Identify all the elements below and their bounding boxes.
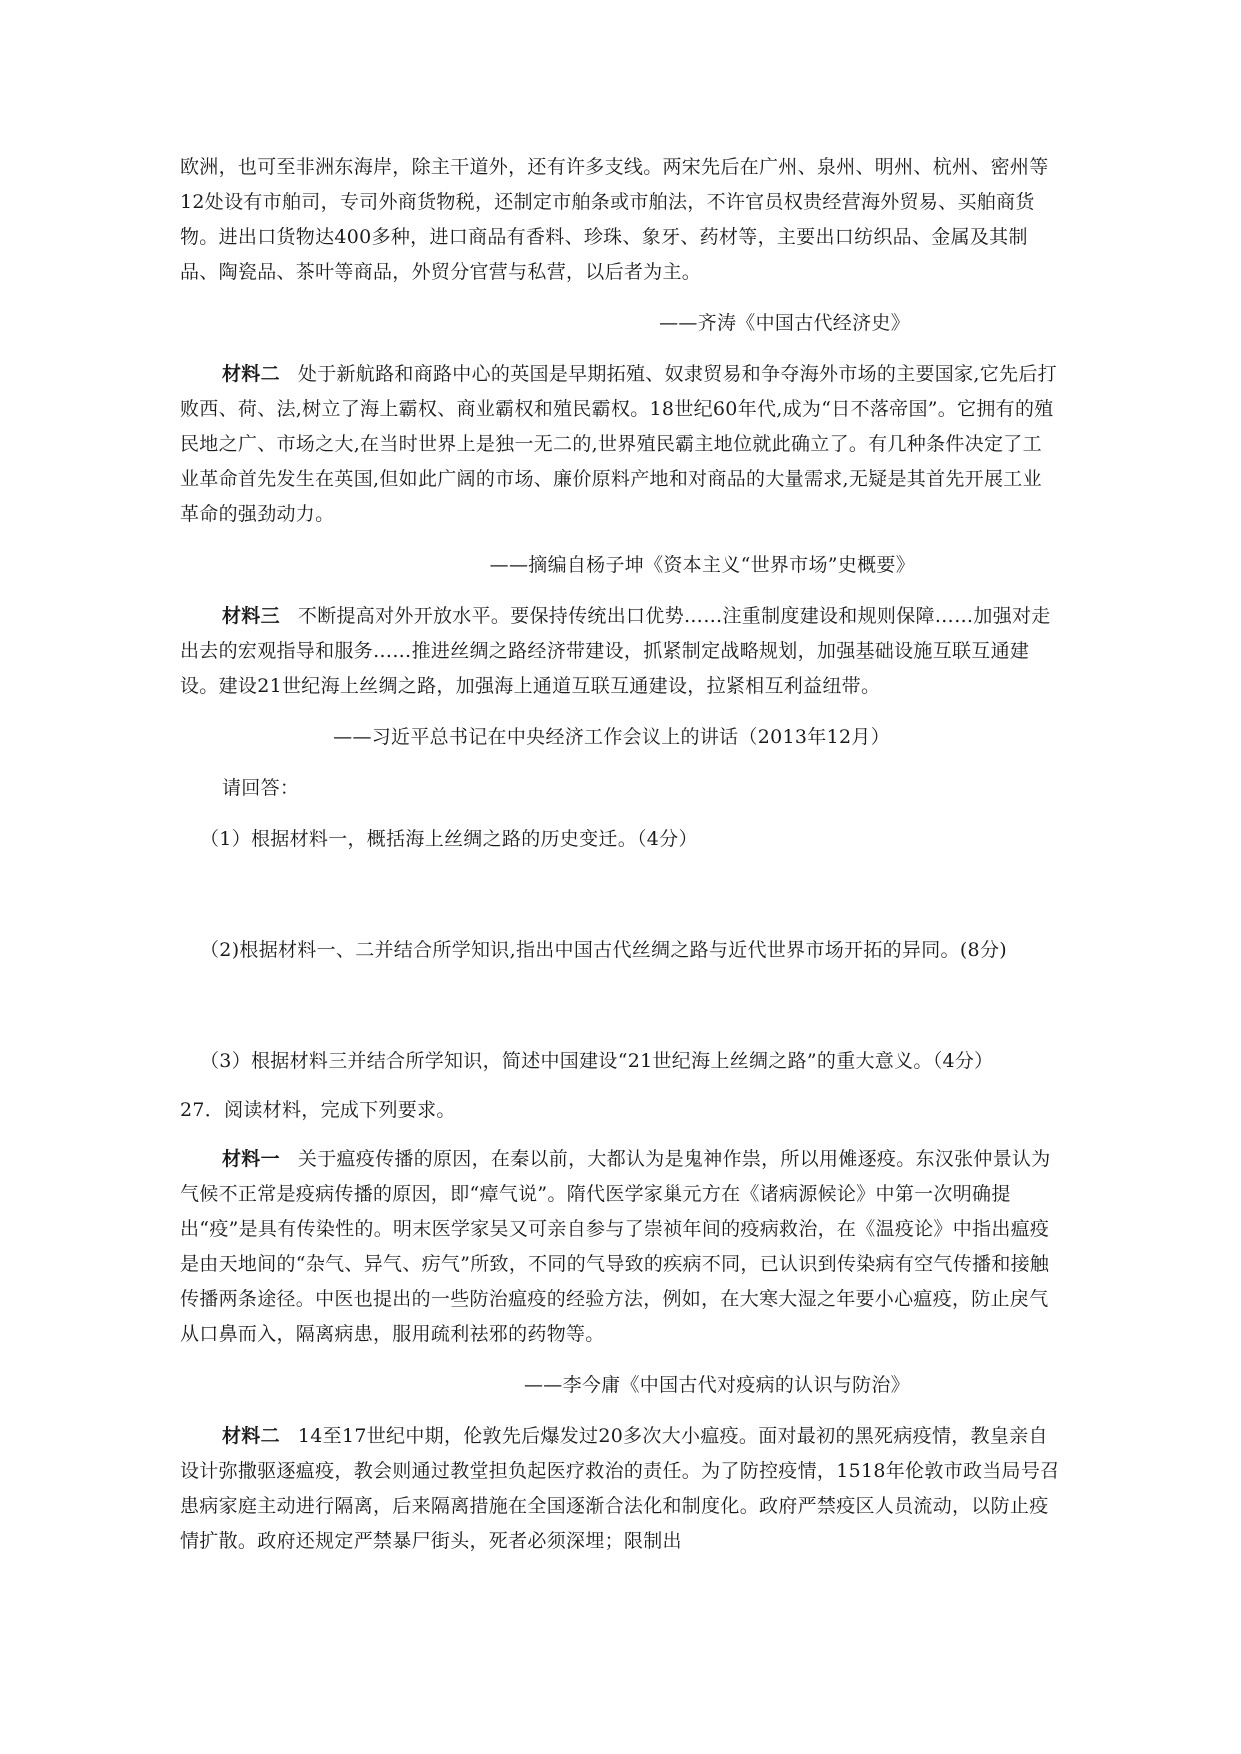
passage-top: 欧洲，也可至非洲东海岸，除主干道外，还有许多支线。两宋先后在广州、泉州、明州、杭州、密州等12处设有市舶司，专司外商货物税，还制定市舶条或市舶法，不许官员权贵经营海外贸易、买舶商货物。进出口货物达400多种，进口商品有香料、珍珠、象牙、药材等，主要出口纺织品、金属及其制品、陶瓷品、茶叶等商品，外贸分官营与私营，以后者为主。 (180, 156, 1049, 283)
material-3-text: 不断提高对外开放水平。要保持传统出口优势……注重制度建设和规则保障……加强对走出去的宏观指导和服务……推进丝绸之路经济带建设，抓紧制定战略规划，加强基础设施互联互通建设。建设21世纪海上丝绸之路，加强海上通道互联互通建设，拉紧相互利益纽带。 (180, 605, 1051, 697)
material-2-label: 材料二 (222, 363, 280, 385)
q27-material-1-label: 材料一 (222, 1148, 280, 1170)
answer-space-2 (180, 968, 1060, 1044)
material-3 (180, 599, 1060, 704)
q27-material-1-text: 关于瘟疫传播的原因，在秦以前，大都认为是鬼神作祟，所以用傩逐疫。东汉张仲景认为气候不正常是疫病传播的原因，即“瘴气说”。隋代医学家巢元方在《诸病源候论》中第一次明确提出“疫”是具有传染性的。明末医学家吴又可亲自参与了崇祯年间的疫病救治，在《温疫论》中指出瘟疫是由天地间的“杂气、异气、疠气”所致，不同的气导致的疾病不同，已认识到传染病有空气传播和接触传播两条途径。中医也提出的一些防治瘟疫的经验方法，例如，在大寒大湿之年要小心瘟疫，防止戾气从口鼻而入，隔离病患，服用疏利祛邪的药物等。 (180, 1148, 1051, 1345)
question-1: （1）根据材料一，概括海上丝绸之路的历史变迁。（4分） (200, 828, 698, 850)
material-3-label: 材料三 (222, 605, 280, 627)
q27-material-2-text: 14至17世纪中期，伦敦先后爆发过20多次大小瘟疫。面对最初的黑死病疫情，教皇亲自设计弥撒驱逐瘟疫，教会则通过教堂担负起医疗救治的责任。为了防控疫情，1518年伦敦市政当局号召患病家庭主动进行隔离，后来隔离措施在全国逐渐合法化和制度化。政府严禁疫区人员流动，以防止疫情扩散。政府还规定严禁暴尸街头，死者必须深埋；限制出 (180, 1425, 1060, 1552)
source-citation-1: ——齐涛《中国古代经济史》 (659, 312, 910, 334)
question-3: （3）根据材料三并结合所学知识，简述中国建设“21世纪海上丝绸之路”的重大意义。（4分） (200, 1050, 994, 1072)
q27-source-citation: ——李今庸《中国古代对疫病的认识与防治》 (523, 1374, 910, 1396)
question-27-title: 27．阅读材料，完成下列要求。 (180, 1099, 456, 1121)
q27-material-1 (180, 1142, 1060, 1352)
source-citation-3: ——习近平总书记在中央经济工作会议上的讲话（2013年12月） (333, 726, 890, 748)
material-2 (180, 357, 1060, 532)
answer-space-1 (180, 857, 1060, 933)
answer-prompt: 请回答： (222, 777, 300, 799)
q27-material-2-label: 材料二 (222, 1425, 280, 1447)
question-2: （2)根据材料一、二并结合所学知识,指出中国古代丝绸之路与近代世界市场开拓的异同。(8分) (200, 939, 1007, 961)
material-2-text: 处于新航路和商路中心的英国是早期拓殖、奴隶贸易和争夺海外市场的主要国家,它先后打败西、荷、法,树立了海上霸权、商业霸权和殖民霸权。18世纪60年代,成为“日不落帝国”。它拥有的殖民地之广、市场之大,在当时世界上是独一无二的,世界殖民霸主地位就此确立了。有几种条件决定了工业革命首先发生在英国,但如此广阔的市场、廉价原料产地和对商品的大量需求,无疑是其首先开展工业革命的强劲动力。 (180, 363, 1057, 525)
exam-page (180, 150, 1060, 1559)
source-citation-2: ——摘编自杨子坤《资本主义“世界市场”史概要》 (489, 554, 915, 576)
q27-material-2 (180, 1419, 1060, 1559)
